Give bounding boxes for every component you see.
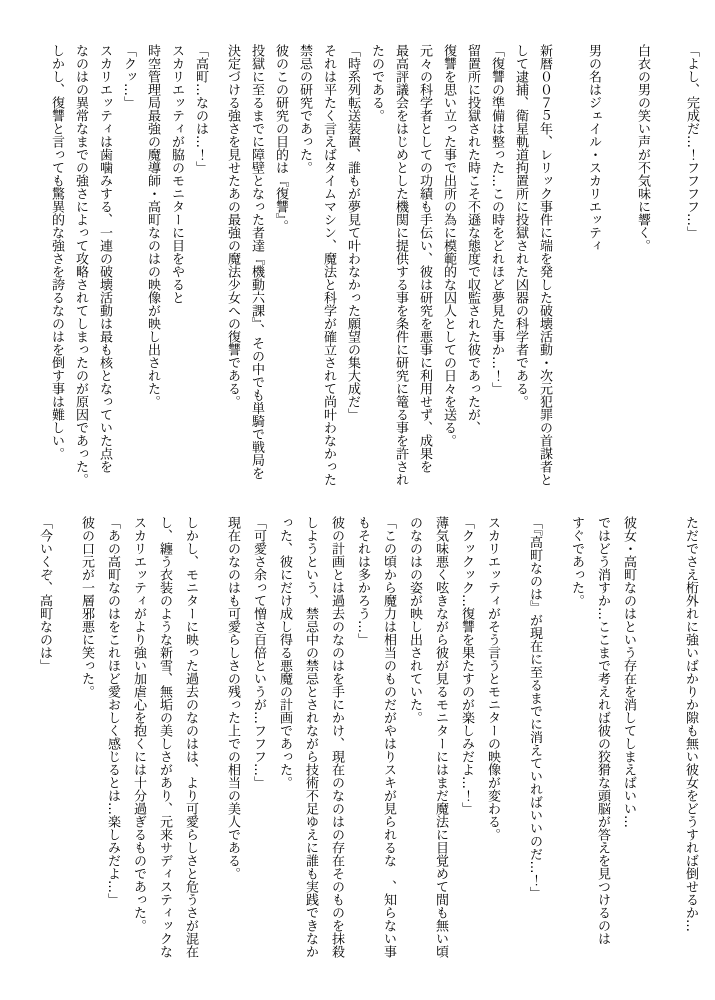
text-line: 決定づける強さを見せたあの最強の魔法少女への復讐である。 bbox=[225, 44, 240, 408]
text-line: 元々の科学者としての功績も手伝い、彼は研究を悪事に利用せず、成果を bbox=[417, 44, 432, 473]
paragraph bbox=[364, 44, 436, 496]
text-line: 時空管理局最強の魔導師・高町なのはの映像が映し出された。 bbox=[145, 44, 160, 408]
paragraph bbox=[630, 44, 654, 496]
text-block-top bbox=[44, 44, 703, 496]
text-line: 「あの高町なのはをこれほど愛おしく感じるとは…楽しみだよ…」 bbox=[105, 516, 120, 906]
paragraph bbox=[292, 44, 340, 496]
text-line: 現在のなのはも可愛らしさの残った上での相当の美人である。 bbox=[225, 516, 240, 880]
text-block-bottom bbox=[31, 516, 703, 968]
text-line: 「復讐の準備は整った…この時をどれほど夢見た事か…！」 bbox=[489, 44, 504, 395]
paragraph bbox=[116, 44, 140, 496]
paragraph bbox=[99, 516, 125, 968]
text-line: 禁忌の研究であった。 bbox=[297, 44, 312, 174]
text-line: 最高評議会をはじめとした機関に提供する事を条件に研究に篭る事を許され bbox=[393, 44, 408, 486]
paragraph bbox=[220, 44, 268, 496]
paragraph bbox=[521, 516, 547, 968]
paragraph bbox=[73, 516, 99, 968]
text-line: った、彼にだけ成し得る悪魔の計画であった。 bbox=[277, 516, 292, 789]
text-line: しようという、禁忌中の禁忌とされながら技術不足ゆえに誰も実践できなか bbox=[303, 516, 318, 958]
text-line: なのはの異常なまでの強さによって攻略されてしまったのが原因であった。 bbox=[73, 44, 88, 486]
paragraph bbox=[349, 516, 401, 968]
paragraph bbox=[479, 516, 505, 968]
paragraph bbox=[31, 516, 57, 968]
paragraph bbox=[453, 516, 479, 968]
text-line: 「クッ…」 bbox=[121, 44, 136, 109]
text-line: たのである。 bbox=[369, 44, 384, 122]
text-line: ではどう消すか…ここまで考えれば彼の狡猾な頭脳が答えを見つけるのは bbox=[595, 516, 610, 945]
paragraph bbox=[44, 44, 68, 496]
text-line: のなのはの姿が映し出されていた。 bbox=[407, 516, 422, 724]
paragraph bbox=[581, 44, 605, 496]
paragraph bbox=[508, 44, 556, 496]
text-line: 「よし、完成だ…！フフフフ…」 bbox=[684, 44, 699, 239]
paragraph bbox=[68, 44, 116, 496]
text-line: 「高町…なのは…！」 bbox=[193, 44, 208, 174]
paragraph bbox=[679, 44, 703, 496]
paragraph bbox=[271, 516, 349, 968]
text-line: ただでさえ桁外れに強いばかりか隙も無い彼女をどうすれば倒せるか… bbox=[683, 516, 698, 932]
text-line: 薄気味悪く呟きながら彼が見るモニターにはまだ魔法に目覚めて間も無い頃 bbox=[433, 516, 448, 958]
paragraph bbox=[563, 516, 615, 968]
text-line: 留置所に投獄された時こそ不遜な態度で収監された彼であったが、 bbox=[465, 44, 480, 434]
text-line: して逮捕、衛星軌道拘置所に投獄された凶器の科学者である。 bbox=[513, 44, 528, 408]
paragraph bbox=[219, 516, 245, 968]
text-line: スカリエッティがより強い加虐心を抱くには十分過ぎるものであった。 bbox=[131, 516, 146, 932]
paragraph bbox=[340, 44, 364, 496]
text-line: し、纏う衣装のような新雪、無垢の美しさがあり、元来サディスティックな bbox=[157, 516, 172, 958]
paragraph bbox=[268, 44, 292, 496]
text-line: 「時系列転送装置、誰もが夢見て叶わなかった願望の集大成だ」 bbox=[345, 44, 360, 421]
paragraph bbox=[484, 44, 508, 496]
text-line: 投獄に至るまでに障壁となった者達『機動六課』、その中でも単騎で戦局を bbox=[249, 44, 264, 480]
text-line: 「この頃から魔力は相当のものだがやはりスキが見られるな 、知らない事 bbox=[381, 516, 396, 958]
paragraph bbox=[140, 44, 188, 496]
text-line: 復讐を思い立った事で出所の為に模範的な囚人としての日々を送る。 bbox=[441, 44, 456, 447]
text-line: 彼の口元が一層邪悪に笑った。 bbox=[79, 516, 94, 698]
text-line: もそれは多かろう…」 bbox=[355, 516, 370, 646]
text-line: すぐであった。 bbox=[569, 516, 584, 607]
text-line: 白衣の男の笑い声が不気味に響く。 bbox=[635, 44, 650, 252]
text-line: 彼女・高町なのはという存在を消してしまえばいい… bbox=[621, 516, 636, 828]
paragraph bbox=[615, 516, 641, 968]
text-line: 彼の計画とは過去のなのはを手にかけ、現在のなのはの存在そのものを抹殺 bbox=[329, 516, 344, 958]
paragraph bbox=[245, 516, 271, 968]
text-line: しかし、モニターに映った過去のなのはは、より可愛らしさと危うさが混在 bbox=[183, 516, 198, 958]
text-line: 「可愛さ余って憎さ百倍というが…フフフ…」 bbox=[251, 516, 266, 789]
text-line: それは平たく言えばタイムマシン、魔法と科学が確立されて尚叶わなかった bbox=[321, 44, 336, 486]
paragraph bbox=[436, 44, 484, 496]
text-line: 男の名はジェイル・スカリエッティ bbox=[586, 44, 601, 252]
text-line: 「クックック…復讐を果たすのが楽しみだよ…！」 bbox=[459, 516, 474, 815]
text-line: スカリエッティがそう言うとモニターの映像が変わる。 bbox=[485, 516, 500, 841]
paragraph bbox=[401, 516, 453, 968]
text-line: 「『高町なのは』が現在に至るまでに消えていればいいのだ…！」 bbox=[527, 516, 542, 900]
paragraph bbox=[677, 516, 703, 968]
text-line: 彼のこの研究の目的は『復讐』。 bbox=[273, 44, 288, 233]
text-line: 新暦００７５年、レリック事件に端を発した破壊活動・次元犯罪の首謀者と bbox=[537, 44, 552, 486]
text-line: スカリエッティが脇のモニターに目をやると bbox=[169, 44, 184, 304]
paragraph bbox=[188, 44, 212, 496]
text-line: しかし、復讐と言っても驚異的な強さを誇るなのはを倒す事は難しい。 bbox=[49, 44, 64, 460]
paragraph bbox=[125, 516, 203, 968]
text-line: 「今いくぞ、高町なのは」 bbox=[37, 516, 52, 672]
text-line: スカリエッティは歯噛みする、一連の破壊活動は最も核となっていた点を bbox=[97, 44, 112, 473]
